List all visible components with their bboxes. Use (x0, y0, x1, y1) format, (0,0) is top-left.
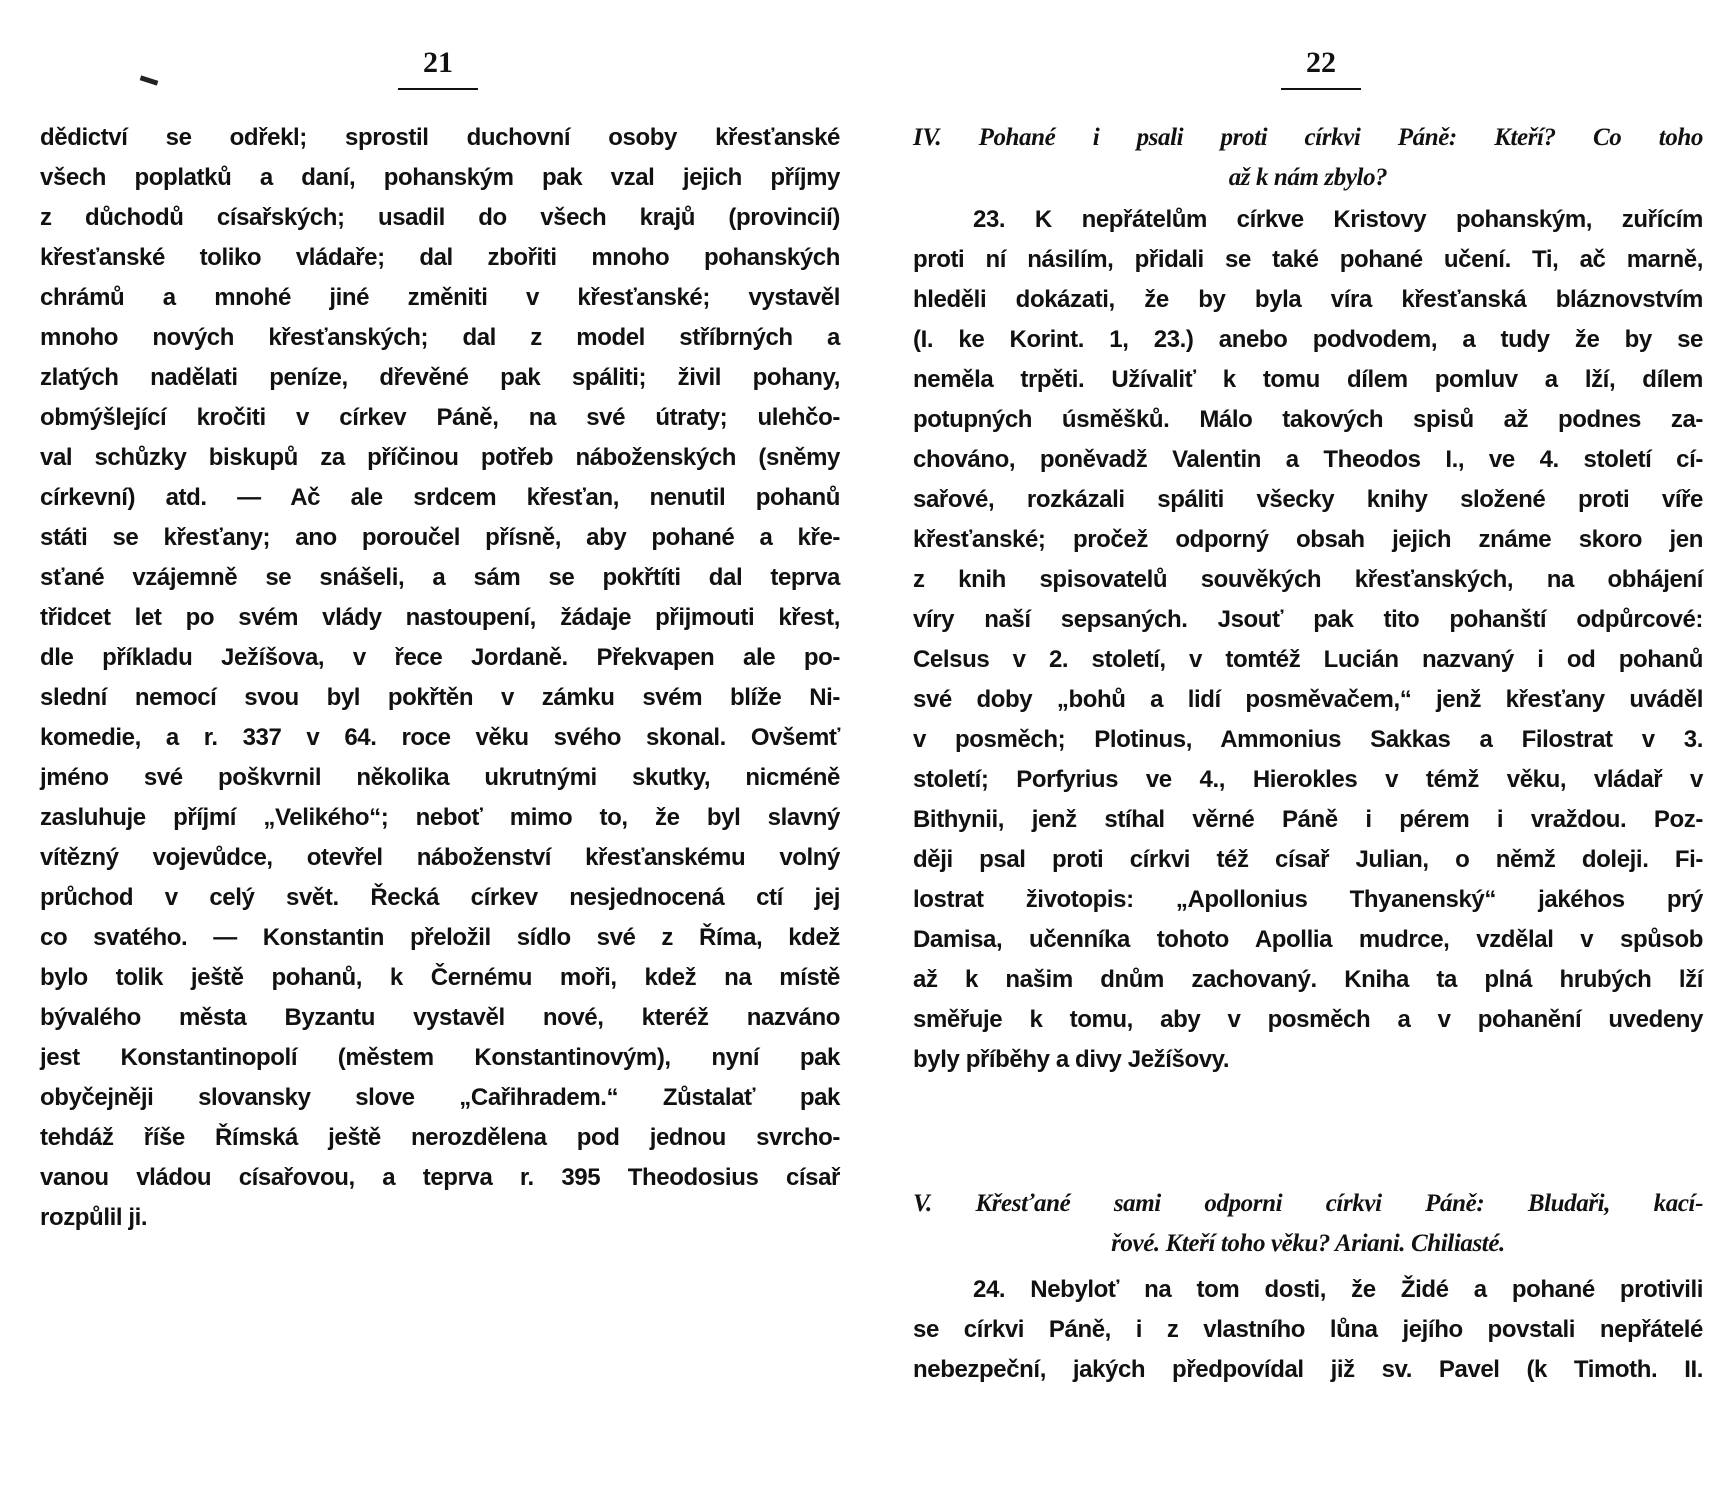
text-line: své doby „bohů a lidí posměvačem,“ jenž křesťany uváděl (913, 686, 1703, 713)
text-line: církevní) atd. — Ač ale srdcem křesťan, nenutil pohanů (40, 484, 840, 511)
text-line: z důchodů císařských; usadil do všech krajů (provincií) (40, 204, 840, 231)
text-line: neměla trpěti. Užívaliť k tomu dílem pomluv a lží, dílem (913, 366, 1703, 393)
text-line: potupných úsměšků. Málo takových spisů až podnes za- (913, 406, 1703, 433)
text-line: křesťanské; pročež odporný obsah jejich známe skoro jen (913, 526, 1703, 553)
text-line: z knih spisovatelů souvěkých křesťanských, na obhájení (913, 566, 1703, 593)
page-number-right: 22 (1306, 46, 1336, 79)
text-line: jméno své poškvrnil několika ukrutnými skutky, nicméně (40, 764, 840, 791)
text-line: vítězný vojevůdce, otevřel náboženství křesťanskému volný (40, 844, 840, 871)
text-line: průchod v celý svět. Řecká církev nesjednocená ctí jej (40, 884, 840, 911)
text-line: dle příkladu Ježíšova, v řece Jordaně. Překvapen ale po- (40, 644, 840, 671)
text-line: zasluhuje příjmí „Velikého“; neboť mimo to, že byl slavný (40, 804, 840, 831)
paragraph-23 (913, 200, 1703, 1080)
paragraph-24 (913, 1270, 1703, 1390)
text-line: století; Porfyrius ve 4., Hierokles v témž věku, vládař v (913, 766, 1703, 793)
heading-line: V. Křesťané sami odporni církvi Páně: Bludaři, kací- (913, 1190, 1703, 1217)
text-line: (I. ke Korint. 1, 23.) anebo podvodem, a tudy že by se (913, 326, 1703, 353)
text-line: obmýšlející kročiti v církev Páně, na své útraty; ulehčo- (40, 404, 840, 431)
page-number-rule-left (398, 88, 478, 90)
text-line: slední nemocí svou byl pokřtěn v zámku svém blíže Ni- (40, 684, 840, 711)
text-line: Bithynii, jenž stíhal věrné Páně i pérem i vraždou. Poz- (913, 806, 1703, 833)
text-line: chováno, poněvadž Valentin a Theodos I., ve 4. století cí- (913, 446, 1703, 473)
right-page (913, 0, 1703, 1500)
text-line: lostrat životopis: „Apollonius Thyanenský“ jakéhos prý (913, 886, 1703, 913)
text-line: nebezpeční, jakých předpovídal již sv. Pavel (k Timoth. II. (913, 1356, 1703, 1383)
page-number-left: 21 (423, 46, 453, 79)
text-line: 23. K nepřátelům církve Kristovy pohanským, zuřícím (973, 206, 1703, 233)
text-line: Damisa, učenníka tohoto Apollia mudrce, vzdělal v spůsob (913, 926, 1703, 953)
text-line: Celsus v 2. století, v tomtéž Lucián nazvaný i od pohanů (913, 646, 1703, 673)
text-line: bývalého města Byzantu vystavěl nové, kteréž nazváno (40, 1004, 840, 1031)
text-line: sařové, rozkázali spáliti všecky knihy složené proti víře (913, 486, 1703, 513)
page-number-rule-right (1281, 88, 1361, 90)
text-line: třidcet let po svém vlády nastoupení, žádaje přijmouti křest, (40, 604, 840, 631)
print-mark (140, 75, 159, 85)
heading-line: řové. Kteří toho věku? Ariani. Chiliasté. (1111, 1230, 1505, 1257)
text-line: se církvi Páně, i z vlastního lůna jejího povstali nepřátelé (913, 1316, 1703, 1343)
text-line: jest Konstantinopolí (městem Konstantinovým), nyní pak (40, 1044, 840, 1071)
section-heading-v (913, 1184, 1703, 1264)
text-line: hleděli dokázati, že by byla víra křesťanská bláznovstvím (913, 286, 1703, 313)
left-page (40, 0, 840, 1500)
text-line: v posměch; Plotinus, Ammonius Sakkas a Filostrat v 3. (913, 726, 1703, 753)
text-line: ději psal proti církvi též císař Julian, o němž doleji. Fi- (913, 846, 1703, 873)
text-line: byly příběhy a divy Ježíšovy. (913, 1046, 1230, 1073)
text-line: mnoho nových křesťanských; dal z model stříbrných a (40, 324, 840, 351)
text-line: 24. Nebyloť na tom dosti, že Židé a pohané protivili (973, 1276, 1703, 1303)
text-line: proti ní násilím, přidali se také pohané učení. Ti, ač marně, (913, 246, 1703, 273)
heading-line: až k nám zbylo? (1228, 164, 1388, 191)
text-line: bylo tolik ještě pohanů, k Černému moři, kdež na místě (40, 964, 840, 991)
text-line: chrámů a mnohé jiné změniti v křesťanské; vystavěl (40, 284, 840, 311)
text-line: rozpůlil ji. (40, 1204, 148, 1231)
text-line: dědictví se odřekl; sprostil duchovní osoby křesťanské (40, 124, 840, 151)
text-line: sťané vzájemně se snášeli, a sám se pokřtíti dal teprva (40, 564, 840, 591)
heading-line: IV. Pohané i psali proti církvi Páně: Kteří? Co toho (913, 124, 1703, 151)
text-line: všech poplatků a daní, pohanským pak vzal jejich příjmy (40, 164, 840, 191)
text-line: vanou vládou císařovou, a teprva r. 395 Theodosius císař (40, 1164, 840, 1191)
text-line: val schůzky biskupů za příčinou potřeb náboženských (sněmy (40, 444, 840, 471)
text-line: zlatých nadělati peníze, dřevěné pak spáliti; živil pohany, (40, 364, 840, 391)
section-heading-iv (913, 118, 1703, 198)
left-page-body (40, 118, 840, 1238)
text-line: až k našim dnům zachovaný. Kniha ta plná hrubých lží (913, 966, 1703, 993)
text-line: tehdáž říše Římská ještě nerozdělena pod jednou svrcho- (40, 1124, 840, 1151)
text-line: komedie, a r. 337 v 64. roce věku svého skonal. Ovšemť (40, 724, 840, 751)
text-line: co svatého. — Konstantin přeložil sídlo své z Říma, kdež (40, 924, 840, 951)
text-line: obyčejněji slovansky slove „Cařihradem.“ Zůstalať pak (40, 1084, 840, 1111)
text-line: křesťanské toliko vládaře; dal zbořiti mnoho pohanských (40, 244, 840, 271)
text-line: směřuje k tomu, aby v posměch a v pohanění uvedeny (913, 1006, 1703, 1033)
text-line: státi se křesťany; ano poroučel přísně, aby pohané a kře- (40, 524, 840, 551)
text-line: víry naší sepsaných. Jsouť pak tito pohanští odpůrcové: (913, 606, 1703, 633)
